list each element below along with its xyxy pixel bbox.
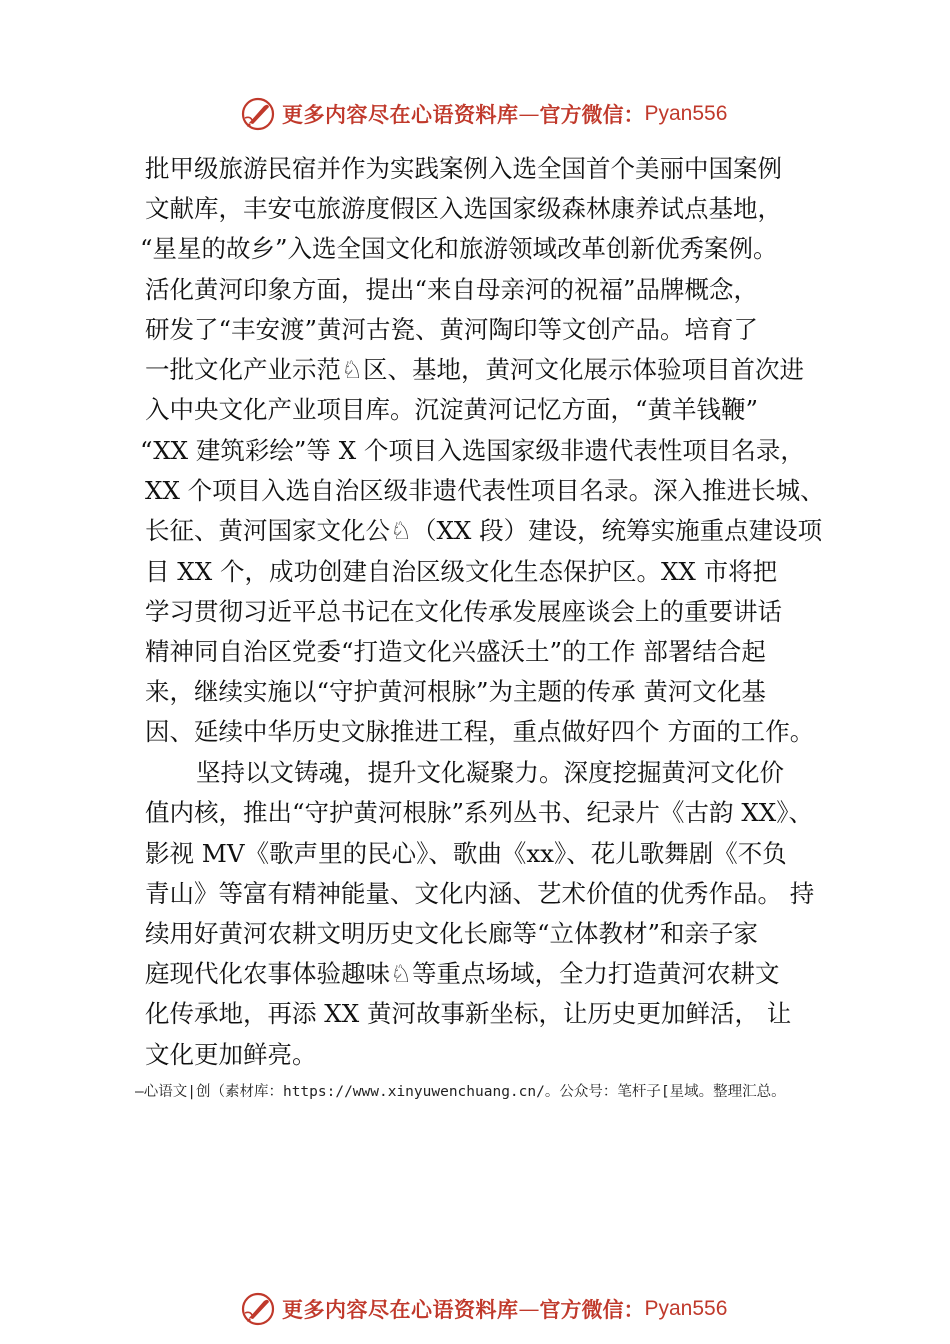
watermark-label: 官方微信：: [539, 102, 645, 127]
body-line: 研发了“丰安渡”黄河古瓷、黄河陶印等文创产品。培育了: [145, 315, 759, 344]
body-line: 化传承地，再添 XX 黄河故事新坐标，让历史更加鲜活， 让: [145, 999, 792, 1028]
source-note: —心语文|创（素材库：https://www.xinyuwenchuang.cn/。公众号：笔杆子[星域。整理汇总。: [135, 1084, 786, 1100]
body-line: 影视 MV《歌声里的民心》、歌曲《xx》、花儿歌舞剧《不负: [145, 839, 787, 868]
watermark-separator: —: [518, 102, 540, 126]
footer-watermark: [240, 1289, 727, 1329]
body-line: 一批文化产业示范♘区、基地，黄河文化展示体验项目首次进: [145, 355, 804, 384]
body-line: 精神同自治区党委“打造文化兴盛沃土”的工作 部署结合起: [145, 637, 766, 666]
body-line: 目 XX 个，成功创建自治区级文化生态保护区。XX 市将把: [145, 557, 778, 586]
watermark-separator: —: [518, 1297, 540, 1321]
body-line: “星星的故乡”入选全国文化和旅游领域改革创新优秀案例。: [140, 234, 778, 263]
quill-pen-logo-icon: [240, 1291, 276, 1327]
body-line: 批甲级旅游民宿并作为实践案例入选全国首个美丽中国案例: [145, 154, 782, 183]
watermark-brand-text: 更多内容尽在心语资料库: [282, 1297, 519, 1322]
body-line: 青山》等富有精神能量、文化内涵、艺术价值的优秀作品。 持: [145, 879, 815, 908]
body-line: 长征、黄河国家文化公♘（XX 段）建设，统筹实施重点建设项: [145, 516, 823, 545]
body-line: XX 个项目入选自治区级非遗代表性项目名录。深入推进长城、: [145, 476, 825, 505]
watermark-wechat-id: Pyan556: [644, 102, 728, 125]
body-line: 文化更加鲜亮。: [145, 1040, 317, 1069]
body-line: 值内核，推出“守护黄河根脉”系列丛书、纪录片《古韵 XX》、: [145, 798, 813, 827]
body-line: 学习贯彻习近平总书记在文化传承发展座谈会上的重要讲话: [145, 597, 782, 626]
body-line: “XX 建筑彩绘”等 X 个项目入选国家级非遗代表性项目名录，: [140, 436, 805, 465]
body-line: 续用好黄河农耕文明历史文化长廊等“立体教材”和亲子家: [145, 919, 759, 948]
body-line: 因、延续中华历史文脉推进工程，重点做好四个 方面的工作。: [145, 717, 815, 746]
body-line: 文献库，丰安屯旅游度假区入选国家级森林康养试点基地，: [145, 194, 782, 223]
watermark-brand-text: 更多内容尽在心语资料库: [282, 102, 519, 127]
header-watermark: [240, 94, 727, 134]
watermark-label: 官方微信：: [539, 1297, 645, 1322]
watermark-wechat-id: Pyan556: [644, 1297, 728, 1320]
body-line: 庭现代化农事体验趣味♘等重点场域，全力打造黄河农耕文: [145, 959, 780, 988]
body-line: 来，继续实施以“守护黄河根脉”为主题的传承 黄河文化基: [145, 677, 766, 706]
quill-pen-logo-icon: [240, 96, 276, 132]
body-line-paragraph-start: 坚持以文铸魂，提升文化凝聚力。深度挖掘黄河文化价: [196, 758, 784, 787]
body-line: 入中央文化产业项目库。沉淀黄河记忆方面，“黄羊钱鞭”: [145, 395, 759, 424]
body-line: 活化黄河印象方面，提出“来自母亲河的祝福”品牌概念，: [145, 275, 759, 304]
